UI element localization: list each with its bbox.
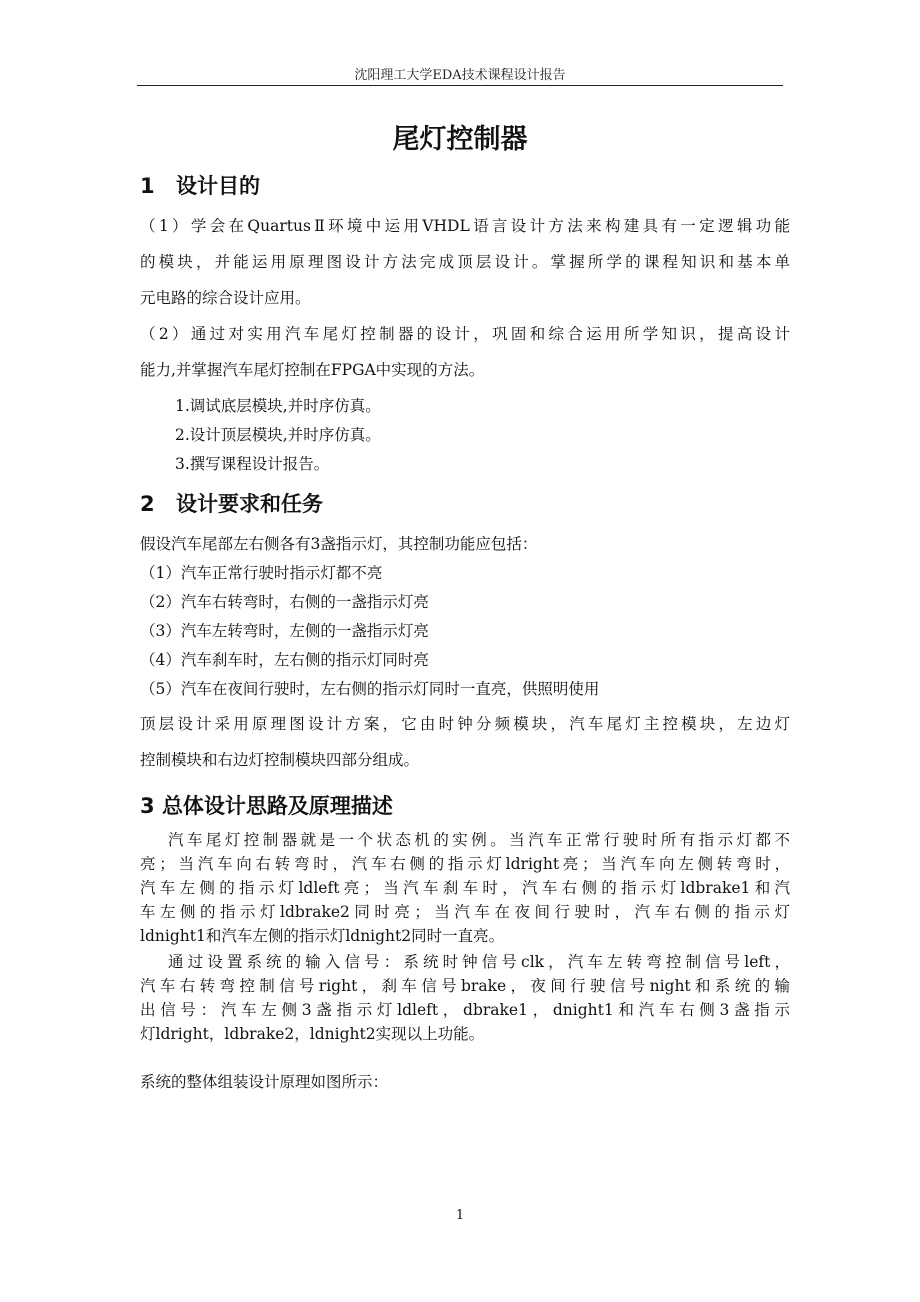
s3-p1-line5: ldnight1和汽车左侧的指示灯ldnight2同时一直亮。	[140, 927, 505, 945]
s1-list-item-1: 1.调试底层模块,并时序仿真。	[175, 397, 381, 415]
s3-p2-line1: 通过设置系统的输入信号：系统时钟信号clk，汽车左转弯控制信号left，	[168, 953, 790, 971]
s1-p2-line2: 能力,并掌握汽车尾灯控制在FPGA中实现的方法。	[140, 361, 485, 379]
section-3-title: 总体设计思路及原理描述	[161, 794, 393, 818]
s3-p2-line2: 汽车右转弯控制信号right，刹车信号brake，夜间行驶信号night和系统的输	[140, 977, 790, 995]
s2-item-4: （4）汽车刹车时，左右侧的指示灯同时亮	[140, 651, 429, 669]
s2-item-3: （3）汽车左转弯时，左侧的一盏指示灯亮	[140, 622, 429, 640]
s3-closing: 系统的整体组装设计原理如图所示：	[140, 1073, 389, 1091]
section-1-number: 1	[140, 174, 155, 198]
s2-item-2: （2）汽车右转弯时，右侧的一盏指示灯亮	[140, 593, 429, 611]
s3-p1-line2: 亮；当汽车向右转弯时，汽车右侧的指示灯ldright亮；当汽车向左侧转弯时，	[140, 855, 790, 873]
s1-p1-line3: 元电路的综合设计应用。	[140, 289, 311, 307]
s1-list-item-2: 2.设计顶层模块,并时序仿真。	[175, 426, 381, 444]
header-rule	[137, 85, 783, 86]
page-number: 1	[455, 1208, 465, 1223]
section-2-heading	[140, 488, 323, 518]
s1-list-item-3: 3.撰写课程设计报告。	[175, 455, 330, 473]
running-header: 沈阳理工大学EDA技术课程设计报告	[354, 68, 566, 83]
s2-item-5: （5）汽车在夜间行驶时，左右侧的指示灯同时一直亮，供照明使用	[140, 680, 600, 698]
s3-p1-line4: 车左侧的指示灯ldbrake2同时亮；当汽车在夜间行驶时，汽车右侧的指示灯	[140, 903, 790, 921]
s1-p1-line2: 的模块，并能运用原理图设计方法完成顶层设计。掌握所学的课程知识和基本单	[140, 253, 790, 271]
section-1-title: 设计目的	[176, 174, 260, 198]
section-2-title: 设计要求和任务	[176, 492, 323, 516]
s2-intro: 假设汽车尾部左右侧各有3盏指示灯，其控制功能应包括：	[140, 535, 538, 553]
section-3-number: 3	[140, 794, 155, 818]
s3-p1-line3: 汽车左侧的指示灯ldleft亮；当汽车刹车时，汽车右侧的指示灯ldbrake1和汽	[140, 879, 790, 897]
s1-p2-line1: （2）通过对实用汽车尾灯控制器的设计，巩固和综合运用所学知识，提高设计	[140, 325, 790, 343]
s2-item-1: （1）汽车正常行驶时指示灯都不亮	[140, 564, 383, 582]
s3-p1-line1: 汽车尾灯控制器就是一个状态机的实例。当汽车正常行驶时所有指示灯都不	[168, 831, 790, 849]
s2-top-line2: 控制模块和右边灯控制模块四部分组成。	[140, 751, 420, 769]
s3-p2-line4: 灯ldright，ldbrake2，ldnight2实现以上功能。	[140, 1025, 485, 1043]
s2-top-line1: 顶层设计采用原理图设计方案，它由时钟分频模块，汽车尾灯主控模块，左边灯	[140, 715, 790, 733]
document-title: 尾灯控制器	[392, 124, 528, 155]
section-1-heading	[140, 170, 260, 200]
section-3-heading	[140, 790, 393, 820]
s1-p1-line1: （1）学会在QuartusⅡ环境中运用VHDL语言设计方法来构建具有一定逻辑功能	[140, 217, 790, 235]
section-2-number: 2	[140, 492, 155, 516]
s3-p2-line3: 出信号：汽车左侧3盏指示灯ldleft，dbrake1，dnight1和汽车右侧3盏指示	[140, 1001, 790, 1019]
